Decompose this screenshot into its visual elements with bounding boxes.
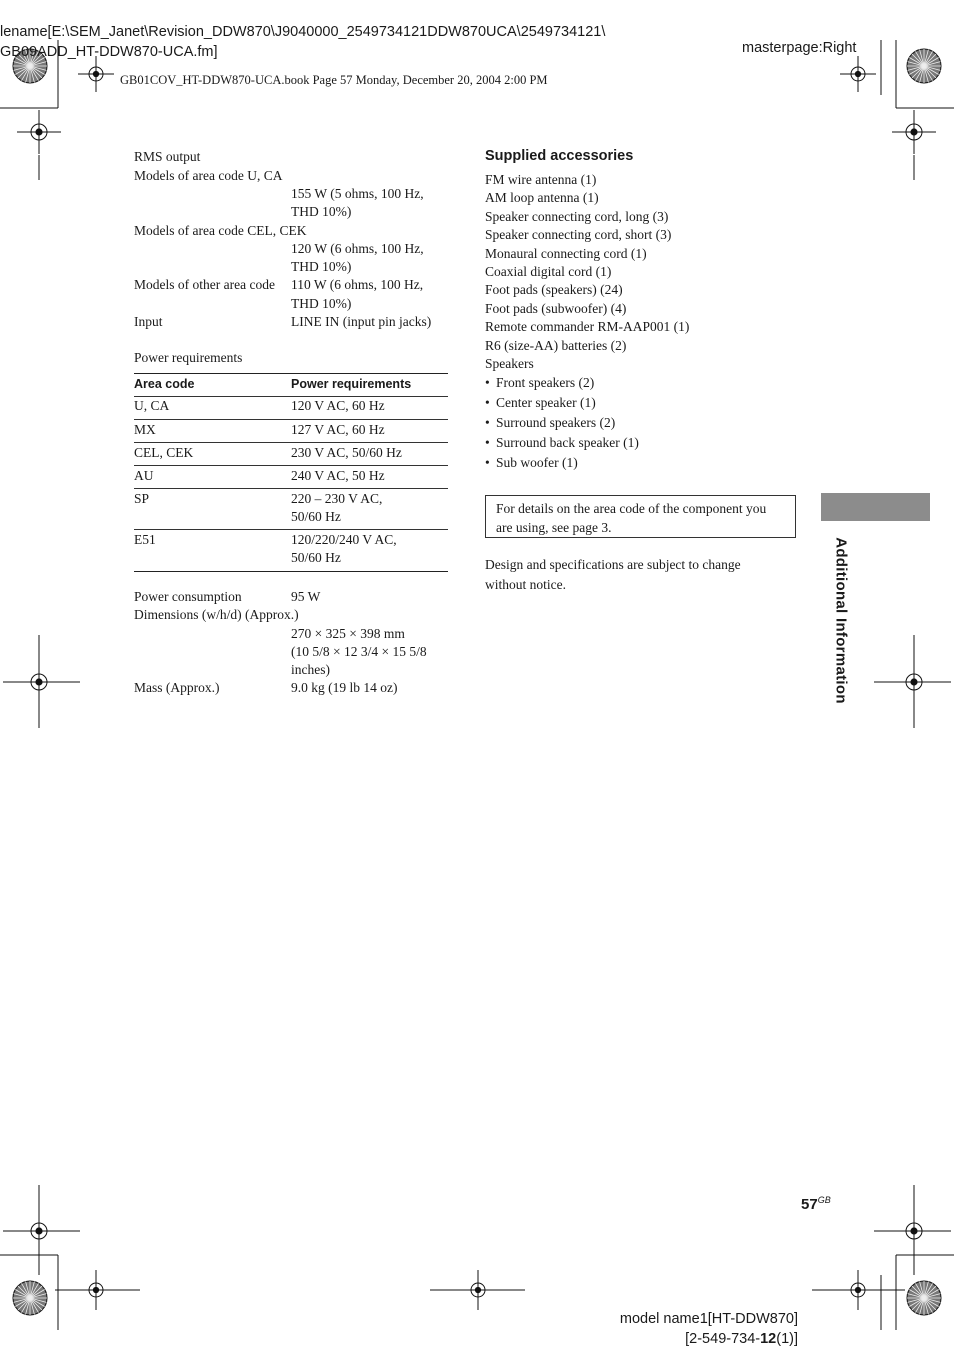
list-item: Coaxial digital cord (1) <box>485 264 612 280</box>
table-cell-power: 120 V AC, 60 Hz <box>291 398 385 413</box>
accessories-list <box>485 171 689 373</box>
list-item: Speaker connecting cord, short (3) <box>485 227 672 243</box>
dimensions-value-1: 270 × 325 × 398 mm <box>291 626 405 641</box>
table-cell-power: 50/60 Hz <box>291 509 341 524</box>
list-item: AM loop antenna (1) <box>485 190 599 206</box>
rms-output-label: RMS output <box>134 149 201 164</box>
header-book-info: GB01COV_HT-DDW870-UCA.book Page 57 Monday, December 20, 2004 2:00 PM <box>120 73 548 87</box>
list-item: Remote commander RM-AAP001 (1) <box>485 319 690 335</box>
table-bottom-rule <box>134 571 448 572</box>
mass-label: Mass (Approx.) <box>134 680 220 695</box>
footer-model-code <box>560 1331 798 1347</box>
models-cel-cek-label: Models of area code CEL, CEK <box>134 223 307 238</box>
header-masterpage: masterpage:Right <box>742 40 857 56</box>
power-requirements-label: Power requirements <box>134 350 243 365</box>
table-rule <box>134 442 448 443</box>
list-item: Speaker connecting cord, long (3) <box>485 208 669 224</box>
list-item: • Sub woofer (1) <box>485 453 639 473</box>
mass-value: 9.0 kg (19 lb 14 oz) <box>291 680 398 695</box>
cel-value-2: THD 10%) <box>291 259 352 274</box>
u-ca-value-2: THD 10%) <box>291 204 352 219</box>
cel-value-1: 120 W (6 ohms, 100 Hz, <box>291 241 424 256</box>
side-tab-marker <box>821 493 930 521</box>
speakers-list <box>485 373 639 473</box>
table-top-rule <box>134 373 448 374</box>
other-value-1: 110 W (6 ohms, 100 Hz, <box>291 277 424 292</box>
list-item: FM wire antenna (1) <box>485 172 597 187</box>
table-header-power: Power requirements <box>291 377 412 391</box>
header-filename-line1: lename[E:\SEM_Janet\Revision_DDW870\J9040000_2549734121DDW870UCA\2549734121\ <box>0 24 606 40</box>
list-item: R6 (size-AA) batteries (2) <box>485 337 627 353</box>
table-cell-power: 220 – 230 V AC, <box>291 491 383 506</box>
table-cell-area: MX <box>134 422 156 437</box>
list-item: • Surround back speaker (1) <box>485 433 639 453</box>
table-cell-area: SP <box>134 491 150 506</box>
models-other-label: Models of other area code <box>134 277 275 292</box>
area-code-note-box: For details on the area code of the component you are using, see page 3. <box>485 495 796 538</box>
list-item: Speakers <box>485 356 534 372</box>
list-item: Foot pads (speakers) (24) <box>485 282 623 298</box>
footer-model-code-prefix: [2-549-734- <box>685 1331 761 1347</box>
table-cell-power: 240 V AC, 50 Hz <box>291 468 385 483</box>
table-cell-power: 230 V AC, 50/60 Hz <box>291 445 402 460</box>
table-cell-area: AU <box>134 468 154 483</box>
side-tab-label: Additional Information <box>832 537 850 704</box>
header-filename <box>0 22 605 62</box>
page-number-value: 57 <box>801 1196 818 1213</box>
footer-model-code-bold: 12 <box>760 1331 777 1347</box>
input-label: Input <box>134 314 163 329</box>
footer-model-code-suffix: (1)] <box>776 1331 798 1347</box>
table-rule <box>134 465 448 466</box>
dimensions-value-2: (10 5/8 × 12 3/4 × 15 5/8 <box>291 644 427 659</box>
input-value: LINE IN (input pin jacks) <box>291 314 432 329</box>
table-cell-power: 120/220/240 V AC, <box>291 532 397 547</box>
table-rule <box>134 419 448 420</box>
power-consumption-label: Power consumption <box>134 589 242 604</box>
u-ca-value-1: 155 W (5 ohms, 100 Hz, <box>291 186 424 201</box>
header-filename-line2: GB09ADD_HT-DDW870-UCA.fm] <box>0 44 218 60</box>
table-rule <box>134 488 448 489</box>
table-cell-area: E51 <box>134 532 156 547</box>
design-note: Design and specifications are subject to change without notice. <box>485 557 741 592</box>
list-item: • Center speaker (1) <box>485 393 639 413</box>
list-item: Monaural connecting cord (1) <box>485 245 647 261</box>
list-item: Foot pads (subwoofer) (4) <box>485 300 627 316</box>
list-item: • Front speakers (2) <box>485 373 639 393</box>
table-cell-area: CEL, CEK <box>134 445 194 460</box>
footer-model-name: model name1[HT-DDW870] <box>619 1311 798 1327</box>
table-cell-power: 127 V AC, 60 Hz <box>291 422 385 437</box>
page-number <box>801 1195 831 1213</box>
table-header-area: Area code <box>134 377 195 391</box>
table-cell-area: U, CA <box>134 398 170 413</box>
list-item: • Surround speakers (2) <box>485 413 639 433</box>
dimensions-label: Dimensions (w/h/d) (Approx.) <box>134 607 299 622</box>
models-u-ca-label: Models of area code U, CA <box>134 168 283 183</box>
table-cell-power: 50/60 Hz <box>291 550 341 565</box>
dimensions-value-3: inches) <box>291 662 330 677</box>
supplied-accessories-title: Supplied accessories <box>485 148 634 164</box>
other-value-2: THD 10%) <box>291 296 352 311</box>
page-number-suffix: GB <box>817 1195 831 1205</box>
power-consumption-value: 95 W <box>291 589 321 604</box>
table-rule <box>134 529 448 530</box>
